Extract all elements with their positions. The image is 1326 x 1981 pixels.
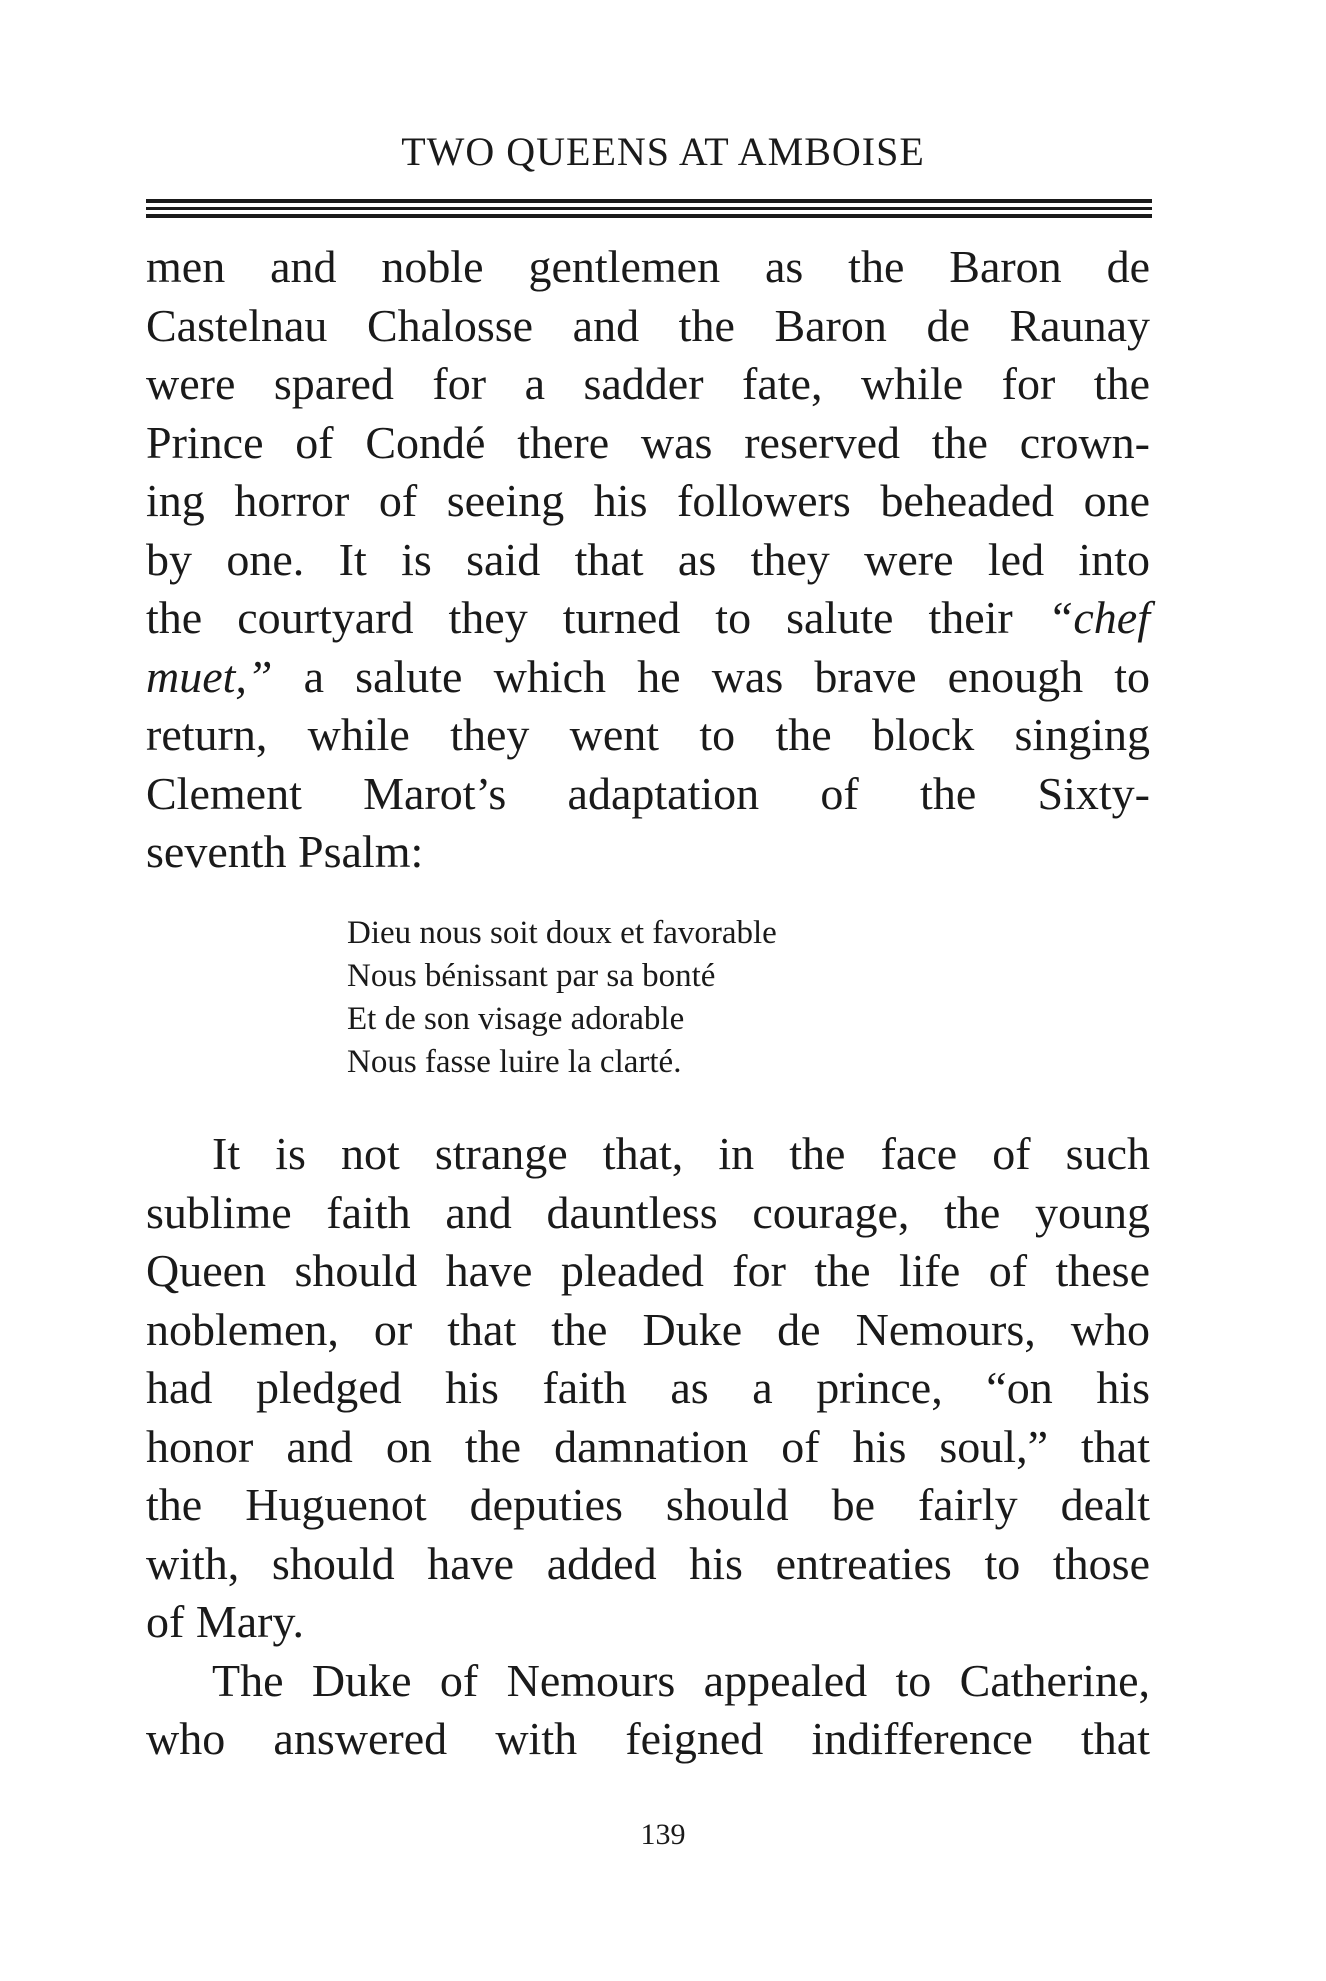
text-line: return, while they went to the block singing <box>146 709 1150 760</box>
poem-quotation <box>347 912 777 1084</box>
page-number: 139 <box>640 1818 686 1851</box>
paragraph-2 <box>146 1125 1150 1652</box>
text-line: noblemen, or that the Duke de Nemours, who <box>146 1303 1150 1355</box>
italic-phrase: muet,” <box>146 650 273 702</box>
text-line: It is not strange that, in the face of such <box>212 1128 1150 1179</box>
text-line: honor and on the damnation of his soul,” that <box>146 1420 1150 1472</box>
running-head: TWO QUEENS AT AMBOISE <box>401 129 925 174</box>
text-line: The Duke of Nemours appealed to Catherine, <box>212 1654 1150 1706</box>
text-line: had pledged his faith as a prince, “on his <box>146 1362 1150 1413</box>
text-segment: the courtyard they turned to salute their <box>146 592 1048 643</box>
text-line: who answered with feigned indifference that <box>146 1713 1150 1764</box>
text-line <box>146 648 1150 707</box>
text-line: sublime faith and dauntless courage, the young <box>146 1186 1150 1238</box>
header-rule <box>146 214 1152 218</box>
text-line <box>146 589 1150 648</box>
poem-line: Nous bénissant par sa bonté <box>347 958 716 994</box>
text-line: Castelnau Chalosse and the Baron de Raunay <box>146 299 1150 351</box>
text-line: men and noble gentlemen as the Baron de <box>146 241 1150 292</box>
text-line: the Huguenot deputies should be fairly dealt <box>146 1479 1150 1530</box>
text-line: Clement Marot’s adaptation of the Sixty- <box>146 767 1150 819</box>
text-segment: a salute which he was brave enough to <box>272 650 1150 702</box>
text-line: with, should have added his entreaties to those <box>146 1537 1150 1589</box>
text-line: seventh Psalm: <box>146 826 424 877</box>
poem-line: Dieu nous soit doux et favorable <box>347 915 777 951</box>
body-text-lower <box>146 1125 1150 1769</box>
text-line: were spared for a sadder fate, while for the <box>146 358 1150 409</box>
paragraph-1 <box>146 238 1150 882</box>
text-line: Prince of Condé there was reserved the crown- <box>146 416 1150 468</box>
text-line: Queen should have pleaded for the life of these <box>146 1245 1150 1296</box>
body-text-upper <box>146 238 1150 882</box>
poem-line: Nous fasse luire la clarté. <box>347 1044 682 1080</box>
paragraph-3 <box>146 1652 1150 1769</box>
italic-phrase: “chef <box>1047 592 1150 643</box>
text-line: of Mary. <box>146 1596 304 1647</box>
header-rule <box>146 207 1152 210</box>
header-rule <box>146 199 1152 203</box>
text-line: ing horror of seeing his followers beheaded one <box>146 475 1150 526</box>
text-line: by one. It is said that as they were led into <box>146 533 1150 585</box>
poem-line: Et de son visage adorable <box>347 1001 685 1037</box>
